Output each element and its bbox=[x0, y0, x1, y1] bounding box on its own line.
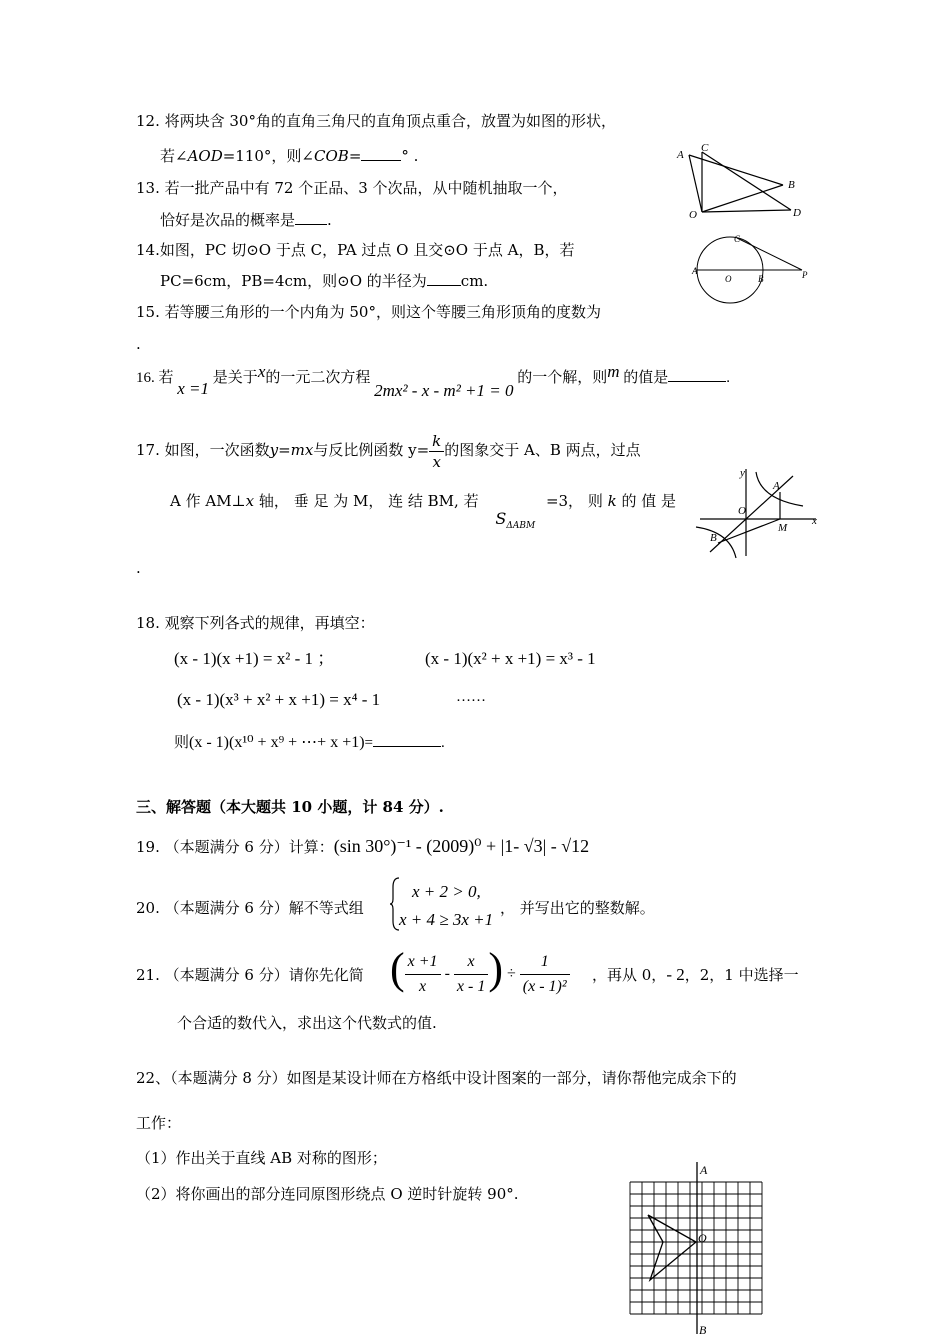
q18-text-eq: = bbox=[364, 735, 374, 751]
q21-minus: - bbox=[444, 965, 450, 983]
q22-part1: （1）作出关于直线 AB 对称的图形； bbox=[136, 1149, 387, 1167]
q17-label-y: y bbox=[740, 467, 745, 479]
q21-expression bbox=[390, 943, 570, 999]
q14-label-o: O bbox=[725, 274, 732, 284]
q18-text-dot: . bbox=[441, 735, 445, 751]
q12-label-c: C bbox=[701, 142, 709, 154]
q21-frac1 bbox=[405, 950, 441, 999]
q12-text-f: ° . bbox=[401, 147, 419, 165]
q12-label-o: O bbox=[689, 209, 697, 221]
q13-line2 bbox=[160, 210, 332, 230]
q22-label-o: O bbox=[698, 1231, 707, 1245]
q21-paren-left: ( bbox=[390, 943, 405, 993]
q17-figure bbox=[698, 464, 823, 559]
q12-text-c: =110°，则∠ bbox=[222, 147, 315, 165]
q21-text-d: ，2，1 中选择一 bbox=[684, 966, 799, 984]
q16-text-i: . bbox=[726, 370, 731, 386]
q21-frac2-num: x bbox=[454, 950, 488, 975]
q16-text-a: 16. 若 bbox=[136, 370, 174, 386]
q16-var-x: x bbox=[257, 362, 266, 381]
q14-answer-blank[interactable] bbox=[427, 271, 461, 286]
q14-label-b: B bbox=[758, 274, 764, 284]
q12-answer-blank[interactable] bbox=[361, 146, 401, 161]
q17-label-a: A bbox=[773, 480, 780, 492]
q18-title: 18. 观察下列各式的规律，再填空： bbox=[136, 614, 375, 632]
q15-line1: 15. 若等腰三角形的一个内角为 50°，则这个等腰三角形顶角的度数为 bbox=[136, 303, 601, 321]
q17-label-o: O bbox=[738, 505, 746, 517]
q22-line2: 工作： bbox=[136, 1114, 182, 1132]
q14-figure bbox=[690, 232, 815, 307]
q16-text-h: 的值是 bbox=[623, 370, 669, 386]
q20-ineq2: x + 4 ≥ 3x +1 bbox=[399, 910, 494, 929]
q17-text-c: 与反比例函数 y= bbox=[313, 441, 430, 459]
q12-angle-aod: AOD bbox=[187, 147, 223, 165]
q17-area-sub: ΔABM bbox=[506, 521, 536, 532]
q14-label-c: C bbox=[734, 234, 741, 244]
q16-x-equals-1: x =1 bbox=[177, 379, 210, 398]
q13-text-b: . bbox=[327, 211, 332, 229]
q20-ineq1: x + 2 > 0, bbox=[412, 882, 481, 901]
q12-line1: 12. 将两块含 30°角的直角三角尺的直角顶点重合，放置为如图的形状， bbox=[136, 112, 616, 130]
q16-text-c: 是关于 bbox=[212, 370, 258, 386]
q17-label-x: x bbox=[812, 515, 817, 527]
q17-var-k: k bbox=[607, 492, 617, 510]
q21-frac2-den: x - 1 bbox=[456, 978, 486, 995]
q21-line2: 个合适的数代入，求出这个代数式的值. bbox=[177, 1014, 437, 1032]
q21-frac2 bbox=[454, 950, 488, 999]
q19-text: 19. （本题满分 6 分）计算： bbox=[136, 838, 334, 856]
q17-text-c2: 轴， 垂 足 为 M， 连 结 BM, 若 bbox=[254, 492, 479, 510]
q16-text-f: 的一个解，则 bbox=[517, 370, 608, 386]
q12-label-b: B bbox=[788, 179, 795, 191]
q17-frac-num: k bbox=[429, 431, 444, 452]
q12-line2 bbox=[160, 146, 418, 166]
q17-area-s: S bbox=[495, 509, 507, 528]
section-3-heading: 三、解答题（本大题共 10 小题，计 84 分）. bbox=[136, 798, 444, 816]
q17-text-a: 17. 如图，一次函数 bbox=[136, 441, 270, 459]
q18-ellipsis: …… bbox=[456, 689, 486, 705]
q14-label-p: P bbox=[802, 270, 808, 280]
q12-figure bbox=[675, 140, 815, 225]
q14-text-b: cm. bbox=[460, 272, 489, 290]
q18-answer-blank[interactable] bbox=[373, 732, 441, 747]
q17-linear: y=mx bbox=[269, 441, 314, 459]
q20-tail: ， 并写出它的整数解。 bbox=[500, 899, 655, 917]
q18-expr5 bbox=[174, 732, 445, 753]
q22-label-a: A bbox=[700, 1163, 708, 1177]
q17-text-a2: A 作 AM⊥ bbox=[170, 492, 246, 510]
q19-line bbox=[136, 836, 589, 857]
q12-text-a: 若∠ bbox=[160, 147, 188, 165]
q21-divide: ÷ bbox=[506, 965, 516, 983]
q16-equation: 2mx² - x - m² +1 = 0 bbox=[374, 381, 514, 400]
q18-expr5-lhs: (x - 1)(x¹⁰ + x⁹ + ⋯+ x +1) bbox=[189, 734, 365, 751]
q17-text-f2: 的 值 是 bbox=[621, 492, 677, 510]
q17-line3: . bbox=[136, 559, 141, 577]
q21-frac1-den: x bbox=[419, 978, 427, 995]
q17-text-d2: =3， 则 bbox=[545, 492, 603, 510]
q17-label-m: M bbox=[778, 522, 788, 534]
q21-label: 21. （本题满分 6 分）请你先化简 bbox=[136, 966, 364, 984]
q14-label-a: A bbox=[692, 266, 698, 276]
q17-text-d: 的图象交于 A、B 两点，过点 bbox=[444, 441, 641, 459]
q14-line1: 14.如图，PC 切⊙O 于点 C，PA 过点 O 且交⊙O 于点 A，B，若 bbox=[136, 241, 575, 259]
q21-frac1-num: x +1 bbox=[405, 950, 441, 975]
q14-text-a: PC=6cm，PB=4cm，则⊙O 的半径为 bbox=[160, 272, 427, 290]
q16-text-e: 的一元二次方程 bbox=[265, 370, 371, 386]
q21-frac3 bbox=[520, 950, 570, 999]
q14-line2 bbox=[160, 271, 488, 291]
q16-answer-blank[interactable] bbox=[668, 367, 726, 382]
q22-line1: 22、（本题满分 8 分）如图是某设计师在方格纸中设计图案的一部分，请你帮他完成余下的 bbox=[136, 1069, 737, 1087]
q12-text-e: = bbox=[348, 147, 362, 165]
q13-text-a: 恰好是次品的概率是 bbox=[160, 211, 296, 229]
q16-line bbox=[136, 362, 731, 400]
q17-line1 bbox=[136, 428, 641, 472]
q18-expr3: (x - 1)(x³ + x² + x +1) = x⁴ - 1 bbox=[177, 690, 381, 709]
q12-angle-cob: COB bbox=[314, 147, 349, 165]
q22-label-b: B bbox=[699, 1323, 707, 1337]
q12-label-a: A bbox=[677, 149, 684, 161]
q13-line1: 13. 若一批产品中有 72 个正品、3 个次品，从中随机抽取一个， bbox=[136, 179, 568, 197]
q20-label: 20. （本题满分 6 分）解不等式组 bbox=[136, 899, 364, 917]
q15-line2: . bbox=[136, 335, 141, 353]
q19-expression: (sin 30°)⁻¹ - (2009)⁰ + |1- √3| - √12 bbox=[333, 836, 590, 856]
q18-expr2: (x - 1)(x² + x +1) = x³ - 1 bbox=[425, 649, 596, 668]
q17-frac-den: x bbox=[432, 452, 441, 471]
q21-neg2: - 2 bbox=[666, 965, 685, 984]
q21-paren-right: ) bbox=[488, 943, 503, 993]
q17-area bbox=[495, 509, 536, 532]
q21-frac3-den: (x - 1)² bbox=[522, 978, 567, 995]
q16-var-m: m bbox=[607, 362, 620, 381]
q13-answer-blank[interactable] bbox=[295, 210, 327, 225]
q12-label-d: D bbox=[793, 207, 801, 219]
q18-text-then: 则 bbox=[174, 735, 190, 751]
q21-tail bbox=[592, 965, 799, 985]
q21-text-b: ，再从 0， bbox=[592, 966, 667, 984]
q22-grid-figure bbox=[620, 1162, 780, 1337]
q21-frac3-num: 1 bbox=[520, 950, 570, 975]
q18-expr1: (x - 1)(x +1) = x² - 1 ； bbox=[174, 649, 335, 668]
q22-part2: （2）将你画出的部分连同原图形绕点 O 逆时针旋转 90°. bbox=[136, 1185, 519, 1203]
q17-label-b: B bbox=[710, 532, 717, 544]
q17-fraction bbox=[429, 431, 444, 472]
q17-var-x: x bbox=[245, 492, 255, 510]
